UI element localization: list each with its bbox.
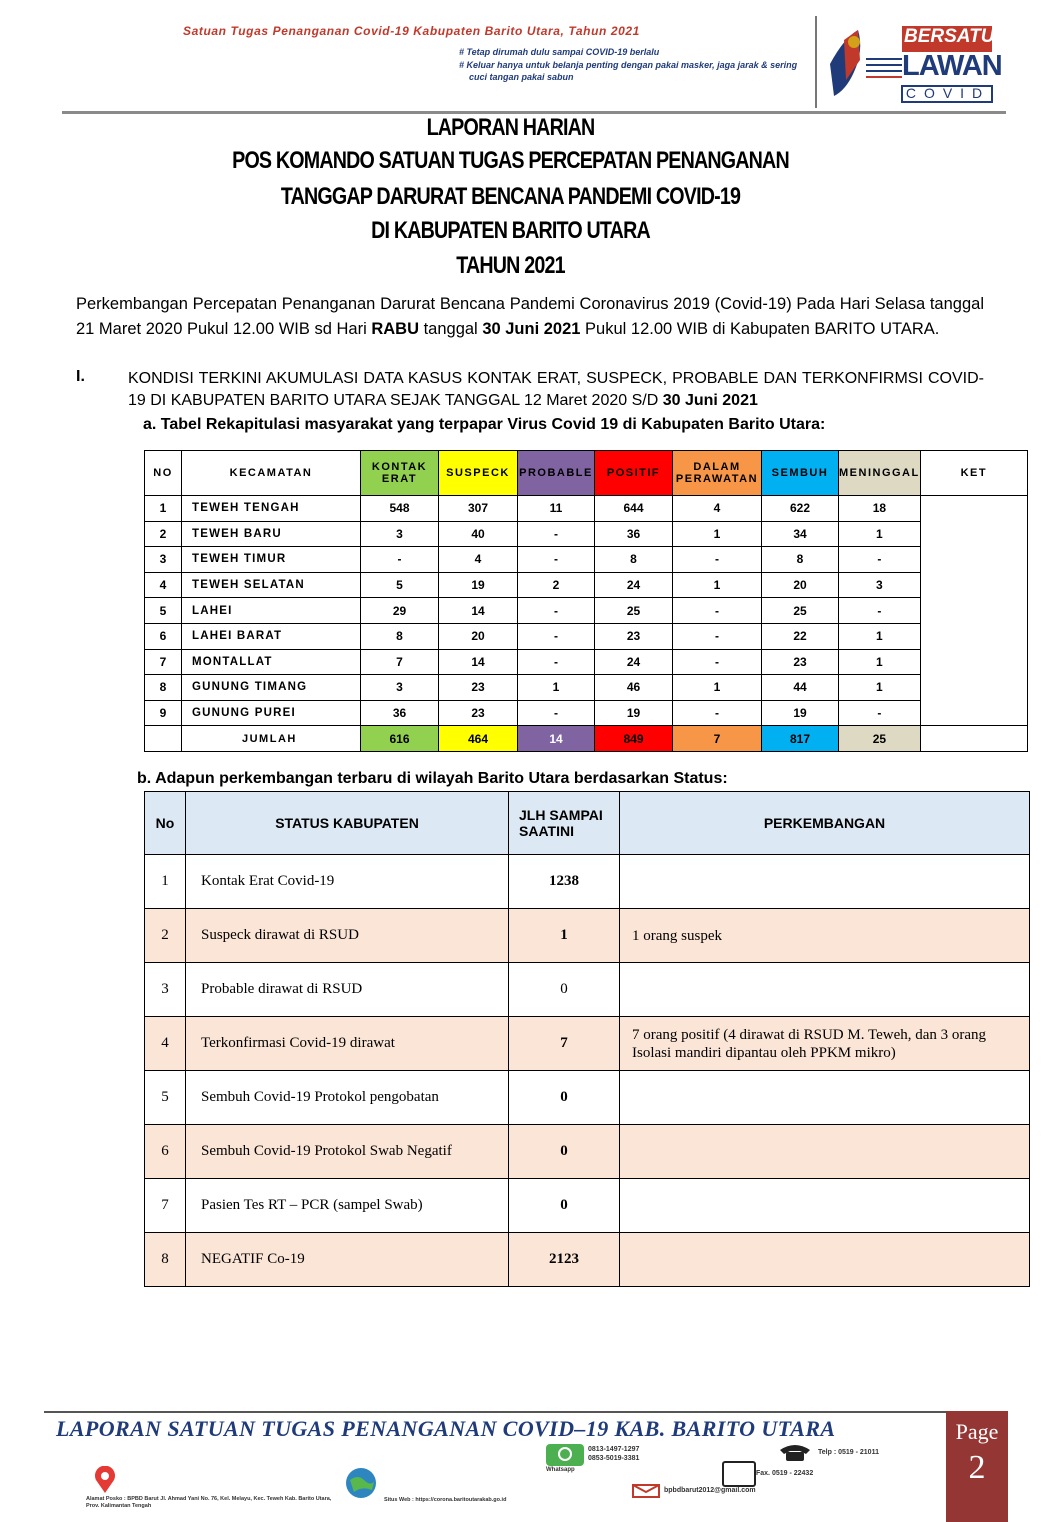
cell-no: 4 <box>145 572 182 598</box>
recap-table-row <box>145 572 1028 598</box>
intro-paragraph: Perkembangan Percepatan Penanganan Darurat Bencana Pandemi Coronavirus 2019 (Covid-19) Pada Hari Selasa tanggal 21 Maret 2020 Pukul 12.00 WIB sd Hari RABU tanggal 30 Juni 2021 Pukul 12.00 WIB di Kabupaten BARITO UTARA. <box>76 295 984 338</box>
cell-kecamatan: LAHEI BARAT <box>182 623 361 649</box>
cell-probable: 11 <box>518 496 595 522</box>
cell-probable: - <box>518 649 595 675</box>
cell-probable: - <box>518 521 595 547</box>
status-table-row <box>145 1017 1030 1071</box>
cell-ket <box>920 496 1027 726</box>
cell-kecamatan: LAHEI <box>182 598 361 624</box>
cell-kontak-erat: 3 <box>361 521 439 547</box>
cell-probable: 2 <box>518 572 595 598</box>
cell-positif: 8 <box>595 547 673 573</box>
cell-kecamatan: TEWEH BARU <box>182 521 361 547</box>
header-sembuh: SEMBUH <box>762 451 839 496</box>
cell-total-dalam-perawatan: 7 <box>673 726 762 752</box>
header-org-title: Satuan Tugas Penanganan Covid-19 Kabupaten Barito Utara, Tahun 2021 <box>183 24 640 38</box>
cell-meninggal: 1 <box>839 649 921 675</box>
header-note-3: cuci tangan pakai sabun <box>469 72 574 82</box>
header-kontak-erat: KONTAK ERAT <box>361 451 439 496</box>
cell-sembuh: 34 <box>762 521 839 547</box>
cell-probable: 1 <box>518 675 595 701</box>
cell-suspeck: 14 <box>439 649 518 675</box>
cell-meninggal: 3 <box>839 572 921 598</box>
cell-sembuh: 20 <box>762 572 839 598</box>
cell-meninggal: 1 <box>839 623 921 649</box>
header-status-no: No <box>145 792 186 855</box>
cell-kontak-erat: 29 <box>361 598 439 624</box>
cell-total-positif: 849 <box>595 726 673 752</box>
cell-no: 3 <box>145 547 182 573</box>
cell-sembuh: 622 <box>762 496 839 522</box>
cell-kecamatan: TEWEH TENGAH <box>182 496 361 522</box>
fax-icon <box>722 1461 756 1487</box>
status-cell-status: Pasien Tes RT – PCR (sampel Swab) <box>186 1179 509 1233</box>
status-cell-perkembangan <box>620 963 1030 1017</box>
recap-table-row <box>145 675 1028 701</box>
cell-positif: 19 <box>595 700 673 726</box>
cell-suspeck: 40 <box>439 521 518 547</box>
globe-icon <box>344 1466 378 1500</box>
header-suspeck: SUSPECK <box>439 451 518 496</box>
cell-no: 5 <box>145 598 182 624</box>
telp-number: Telp : 0519 - 21011 <box>818 1449 879 1456</box>
cell-kontak-erat: - <box>361 547 439 573</box>
cell-sembuh: 22 <box>762 623 839 649</box>
status-cell-status: Sembuh Covid-19 Protokol pengobatan <box>186 1071 509 1125</box>
cell-kontak-erat: 8 <box>361 623 439 649</box>
recap-table-total-row <box>145 726 1028 752</box>
status-cell-no: 5 <box>145 1071 186 1125</box>
logo-text-bersatu: BERSATU <box>904 26 995 47</box>
status-table-header <box>145 792 1030 855</box>
cell-kecamatan: TEWEH TIMUR <box>182 547 361 573</box>
cell-no: 1 <box>145 496 182 522</box>
cell-sembuh: 8 <box>762 547 839 573</box>
cell-total-no <box>145 726 182 752</box>
cell-kecamatan: GUNUNG PUREI <box>182 700 361 726</box>
cell-no: 9 <box>145 700 182 726</box>
cell-total-kontak-erat: 616 <box>361 726 439 752</box>
report-title-line-3: TANGGAP DARURAT BENCANA PANDEMI COVID-19 <box>280 183 741 210</box>
cell-dalam-perawatan: - <box>673 623 762 649</box>
section-number: I. <box>76 368 85 385</box>
header-kecamatan: KECAMATAN <box>182 451 361 496</box>
cell-meninggal: - <box>839 598 921 624</box>
header-probable: PROBABLE <box>518 451 595 496</box>
status-cell-no: 4 <box>145 1017 186 1071</box>
cell-total-label: JUMLAH <box>182 726 361 752</box>
page-number: 2 <box>968 1449 986 1486</box>
status-cell-no: 3 <box>145 963 186 1017</box>
cell-dalam-perawatan: - <box>673 649 762 675</box>
map-pin-icon <box>92 1466 118 1494</box>
status-cell-perkembangan <box>620 1179 1030 1233</box>
status-cell-jumlah: 1 <box>509 909 620 963</box>
fax-number: Fax. 0519 - 22432 <box>756 1470 814 1477</box>
cell-positif: 23 <box>595 623 673 649</box>
recap-table-row <box>145 598 1028 624</box>
recap-table-row <box>145 623 1028 649</box>
cell-dalam-perawatan: 1 <box>673 521 762 547</box>
status-cell-perkembangan <box>620 1233 1030 1287</box>
status-cell-jumlah: 7 <box>509 1017 620 1071</box>
header-meninggal: MENINGGAL <box>839 451 921 496</box>
cell-no: 6 <box>145 623 182 649</box>
status-table-row <box>145 1233 1030 1287</box>
recap-table-row <box>145 496 1028 522</box>
status-cell-no: 7 <box>145 1179 186 1233</box>
cell-sembuh: 19 <box>762 700 839 726</box>
cell-suspeck: 307 <box>439 496 518 522</box>
bersatu-lawan-covid-logo <box>824 20 1002 104</box>
cell-sembuh: 23 <box>762 649 839 675</box>
cell-no: 7 <box>145 649 182 675</box>
header-jumlah: JLH SAMPAI SAATINI <box>509 792 620 855</box>
whatsapp-label: Whatsapp <box>546 1467 575 1473</box>
email-icon <box>632 1484 660 1498</box>
recap-table-row <box>145 700 1028 726</box>
cell-positif: 25 <box>595 598 673 624</box>
header-divider <box>815 16 817 108</box>
status-cell-status: Kontak Erat Covid-19 <box>186 855 509 909</box>
cell-kontak-erat: 548 <box>361 496 439 522</box>
email-address: bpbdbarut2012@gmail.com <box>664 1487 756 1494</box>
status-table-row <box>145 1125 1030 1179</box>
cell-positif: 46 <box>595 675 673 701</box>
footer-title: LAPORAN SATUAN TUGAS PENANGANAN COVID–19 KAB. BARITO UTARA <box>56 1416 836 1441</box>
cell-suspeck: 19 <box>439 572 518 598</box>
cell-kecamatan: GUNUNG TIMANG <box>182 675 361 701</box>
cell-kecamatan: MONTALLAT <box>182 649 361 675</box>
header-status-kabupaten: STATUS KABUPATEN <box>186 792 509 855</box>
cell-dalam-perawatan: 1 <box>673 675 762 701</box>
cell-positif: 36 <box>595 521 673 547</box>
page-number-box <box>946 1411 1008 1522</box>
cell-meninggal: 18 <box>839 496 921 522</box>
page-label: Page <box>955 1419 999 1444</box>
recap-table-row <box>145 547 1028 573</box>
cell-meninggal: 1 <box>839 521 921 547</box>
cell-total-probable: 14 <box>518 726 595 752</box>
cell-dalam-perawatan: 4 <box>673 496 762 522</box>
status-table-row <box>145 963 1030 1017</box>
section-heading: KONDISI TERKINI AKUMULASI DATA KASUS KONTAK ERAT, SUSPECK, PROBABLE DAN TERKONFIRMSI COVID-19 DI KABUPATEN BARITO UTARA SEJAK TANGGAL 12 Maret 2020 S/D 30 Juni 2021 <box>128 370 984 409</box>
cell-total-suspeck: 464 <box>439 726 518 752</box>
cell-dalam-perawatan: 1 <box>673 572 762 598</box>
cell-meninggal: - <box>839 547 921 573</box>
whatsapp-number-2: 0853-5019-3381 <box>588 1455 640 1462</box>
cell-suspeck: 20 <box>439 623 518 649</box>
status-cell-no: 6 <box>145 1125 186 1179</box>
report-title-line-2: POS KOMANDO SATUAN TUGAS PERCEPATAN PENANGANAN <box>232 147 789 174</box>
header-note-1: # Tetap dirumah dulu sampai COVID-19 berlalu <box>459 47 660 57</box>
status-cell-no: 8 <box>145 1233 186 1287</box>
status-table-row <box>145 909 1030 963</box>
cell-probable: - <box>518 547 595 573</box>
status-table-row <box>145 1179 1030 1233</box>
status-cell-jumlah: 0 <box>509 1125 620 1179</box>
header-perkembangan: PERKEMBANGAN <box>620 792 1030 855</box>
header-positif: POSITIF <box>595 451 673 496</box>
logo-text-covid: COVID <box>905 85 991 101</box>
header-no: NO <box>145 451 182 496</box>
cell-dalam-perawatan: - <box>673 700 762 726</box>
cell-suspeck: 4 <box>439 547 518 573</box>
posko-address: Alamat Posko : BPBD Barut Jl. Ahmad Yani No. 76, Kel. Melayu, Kec. Teweh Kab. Barito Utara, Prov. Kalimantan Tengah <box>86 1496 332 1509</box>
status-cell-no: 2 <box>145 909 186 963</box>
header-note-2: # Keluar hanya untuk belanja penting dengan pakai masker, jaga jarak & sering <box>459 60 798 70</box>
cell-kontak-erat: 5 <box>361 572 439 598</box>
header-dalam-perawatan: DALAM PERAWATAN <box>673 451 762 496</box>
cell-kecamatan: TEWEH SELATAN <box>182 572 361 598</box>
cell-kontak-erat: 7 <box>361 649 439 675</box>
status-cell-perkembangan: 1 orang suspek <box>620 909 1030 963</box>
cell-no: 8 <box>145 675 182 701</box>
footer-rule <box>44 1411 946 1413</box>
status-table-row <box>145 1071 1030 1125</box>
cell-suspeck: 14 <box>439 598 518 624</box>
status-cell-status: NEGATIF Co-19 <box>186 1233 509 1287</box>
cell-kontak-erat: 3 <box>361 675 439 701</box>
report-title-line-5: TAHUN 2021 <box>456 252 565 279</box>
cell-meninggal: - <box>839 700 921 726</box>
cell-positif: 24 <box>595 572 673 598</box>
status-cell-status: Suspeck dirawat di RSUD <box>186 909 509 963</box>
recap-table-row <box>145 521 1028 547</box>
cell-probable: - <box>518 700 595 726</box>
status-table <box>144 791 1030 1287</box>
cell-total-sembuh: 817 <box>762 726 839 752</box>
status-cell-perkembangan <box>620 1125 1030 1179</box>
status-cell-status: Terkonfirmasi Covid-19 dirawat <box>186 1017 509 1071</box>
cell-probable: - <box>518 598 595 624</box>
header-ket: KET <box>920 451 1027 496</box>
recap-table-header <box>145 451 1028 496</box>
cell-sembuh: 44 <box>762 675 839 701</box>
status-table-row <box>145 855 1030 909</box>
status-cell-status: Sembuh Covid-19 Protokol Swab Negatif <box>186 1125 509 1179</box>
website-url: Situs Web : https://corona.baritoutarakab.go.id <box>384 1497 507 1503</box>
cell-sembuh: 25 <box>762 598 839 624</box>
subsection-a-heading: a. Tabel Rekapitulasi masyarakat yang terpapar Virus Covid 19 di Kabupaten Barito Utara: <box>143 416 826 433</box>
cell-total-meninggal: 25 <box>839 726 921 752</box>
cell-positif: 644 <box>595 496 673 522</box>
cell-positif: 24 <box>595 649 673 675</box>
cell-suspeck: 23 <box>439 675 518 701</box>
cell-dalam-perawatan: - <box>673 547 762 573</box>
status-cell-jumlah: 0 <box>509 1071 620 1125</box>
status-cell-status: Probable dirawat di RSUD <box>186 963 509 1017</box>
recap-table <box>144 450 1028 752</box>
cell-dalam-perawatan: - <box>673 598 762 624</box>
status-cell-perkembangan <box>620 855 1030 909</box>
cell-no: 2 <box>145 521 182 547</box>
status-cell-jumlah: 0 <box>509 1179 620 1233</box>
telephone-icon <box>778 1442 812 1462</box>
cell-probable: - <box>518 623 595 649</box>
whatsapp-number-1: 0813-1497-1297 <box>588 1446 640 1453</box>
logo-text-lawan: LAWAN <box>902 50 1002 82</box>
recap-table-row <box>145 649 1028 675</box>
cell-suspeck: 23 <box>439 700 518 726</box>
status-cell-jumlah: 0 <box>509 963 620 1017</box>
cell-kontak-erat: 36 <box>361 700 439 726</box>
cell-total-ket <box>920 726 1027 752</box>
status-cell-perkembangan <box>620 1071 1030 1125</box>
report-title-line-4: DI KABUPATEN BARITO UTARA <box>371 217 650 244</box>
whatsapp-icon <box>546 1444 584 1466</box>
subsection-b-heading: b. Adapun perkembangan terbaru di wilayah Barito Utara berdasarkan Status: <box>137 770 728 787</box>
cell-meninggal: 1 <box>839 675 921 701</box>
report-title-line-1: LAPORAN HARIAN <box>426 114 595 141</box>
status-cell-jumlah: 2123 <box>509 1233 620 1287</box>
status-cell-no: 1 <box>145 855 186 909</box>
status-cell-perkembangan: 7 orang positif (4 dirawat di RSUD M. Teweh, dan 3 orang Isolasi mandiri dipantau oleh PPKM mikro) <box>620 1017 1030 1071</box>
status-cell-jumlah: 1238 <box>509 855 620 909</box>
